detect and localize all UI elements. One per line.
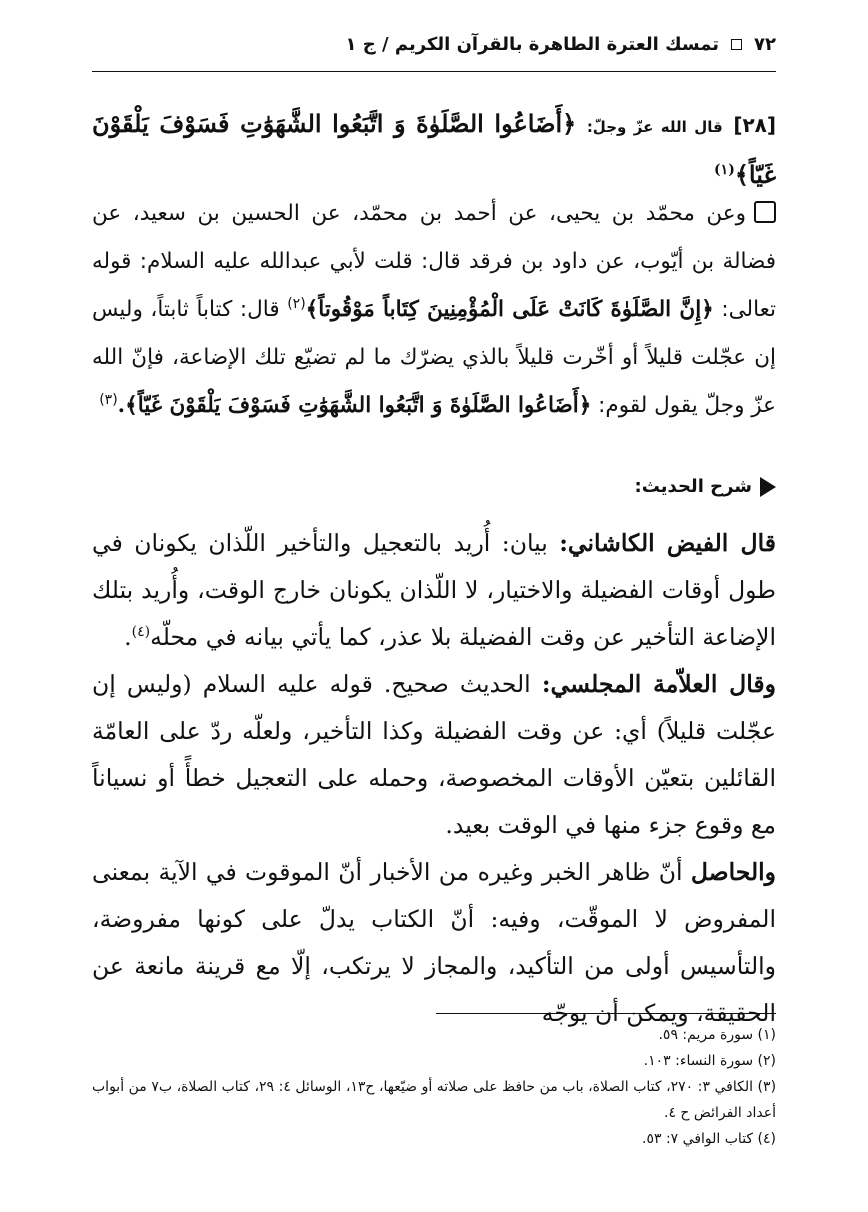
square-separator-icon	[731, 39, 742, 50]
commentary-author: وقال العلاّمة المجلسي:	[541, 670, 776, 698]
commentary-body	[92, 520, 776, 1037]
section-title: شرح الحديث:	[634, 476, 752, 497]
commentary-author: والحاصل	[690, 858, 776, 886]
footnote-ref: (٢)	[287, 295, 306, 312]
footnote: (٢) سورة النساء: ١٠٣.	[643, 1053, 776, 1069]
page-number: ٧٢	[754, 34, 776, 55]
hadith-heading	[92, 100, 776, 199]
footnotes	[92, 1022, 776, 1152]
book-title: تمسك العترة الطاهرة بالقرآن الكريم / ج ١	[345, 34, 720, 55]
header-divider	[92, 71, 776, 72]
section-heading	[92, 476, 776, 497]
footnote-ref: (٤)	[131, 624, 151, 641]
footnote: (٤) كتاب الوافي ٧: ٥٣.	[642, 1131, 776, 1147]
footnote: (١) سورة مريم: ٥٩.	[658, 1027, 776, 1043]
hadith-intro: قال الله عزّ وجلّ:	[586, 118, 723, 136]
triangle-bullet-icon	[760, 477, 776, 497]
running-header	[92, 34, 776, 55]
footnote-divider	[436, 1013, 776, 1014]
narration-answer: قال: كتاباً ثابتاً، وليس إن عجّلت قليلاً أو أخّرت قليلاً بالذي يضرّك ما لم تضيّع تلك الإضاعة، فإنّ الله عزّ وجلّ يقول لقوم:	[92, 297, 776, 418]
commentary-text: أنّ ظاهر الخبر وغيره من الأخبار أنّ الموقوت في الآية بمعنى المفروض لا الموقّت، وفيه: أنّ الكتاب يدلّ على كونها مفروضة، والتأسيس أولى من التأكيد، والمجاز لا يرتكب، إلّا مع قرينة مانعة عن الحقيقة، ويمكن أن يوجّه	[92, 858, 776, 1027]
narration-chain: وعن محمّد بن يحيى، عن أحمد بن محمّد، عن الحسين بن سعيد، عن فضالة بن أيّوب، عن داود بن فرقد قال: قلت لأبي عبدالله عليه السلام: قوله تعالى:	[92, 201, 776, 322]
commentary-tail: .	[124, 623, 132, 651]
footnote-ref: (٣)	[99, 391, 118, 408]
commentary-text: بيان: أُريد بالتعجيل والتأخير اللّذان يكونان في طول أوقات الفضيلة والاختيار، لا اللّذان يكونان خارج الوقت، وأُريد بتلك الإضاعة التأخير عن وقت الفضيلة بلا عذر، كما يأتي بيانه في محلّه	[92, 529, 776, 651]
quran-verse: ﴿أَضَاعُوا الصَّلَوٰةَ وَ اتَّبَعُوا الشَّهَوَٰتِ فَسَوْفَ يَلْقَوْنَ غَيّاً﴾	[92, 109, 776, 189]
commentary-paragraph	[92, 849, 776, 1037]
commentary-paragraph	[92, 661, 776, 849]
hadith-number: [٢٨]	[733, 113, 777, 137]
square-bullet-icon	[754, 201, 776, 223]
quran-verse-2: ﴿أَضَاعُوا الصَّلَوٰةَ وَ اتَّبَعُوا الشَّهَوَٰتِ فَسَوْفَ يَلْقَوْنَ غَيّاً﴾.	[117, 393, 592, 418]
quran-verse-1: ﴿إِنَّ الصَّلَوٰةَ كَانَتْ عَلَى الْمُؤْمِنِينَ كِتَاباً مَوْقُوتاً﴾	[305, 297, 714, 322]
footnote-ref: (١)	[714, 162, 735, 178]
footnote: (٣) الكافي ٣: ٢٧٠، كتاب الصلاة، باب من حافظ على صلاته أو ضيّعها، ح١٣، الوسائل ٤: ٢٩، كتاب الصلاة، ب٧ من أبواب أعداد الفرائض ح ٤.	[92, 1079, 777, 1121]
commentary-author: قال الفيض الكاشاني:	[559, 529, 776, 557]
narration-paragraph	[92, 190, 776, 430]
commentary-paragraph	[92, 520, 776, 661]
commentary-text: الحديث صحيح. قوله عليه السلام (وليس إن عجّلت قليلاً) أي: عن وقت الفضيلة وكذا التأخير، ولعلّه ردّ على العامّة القائلين بتعيّن الأوقات المخصوصة، وحمله على التعجيل خطأً أو نسياناً مع وقوع جزء منها في الوقت بعيد.	[92, 670, 776, 839]
